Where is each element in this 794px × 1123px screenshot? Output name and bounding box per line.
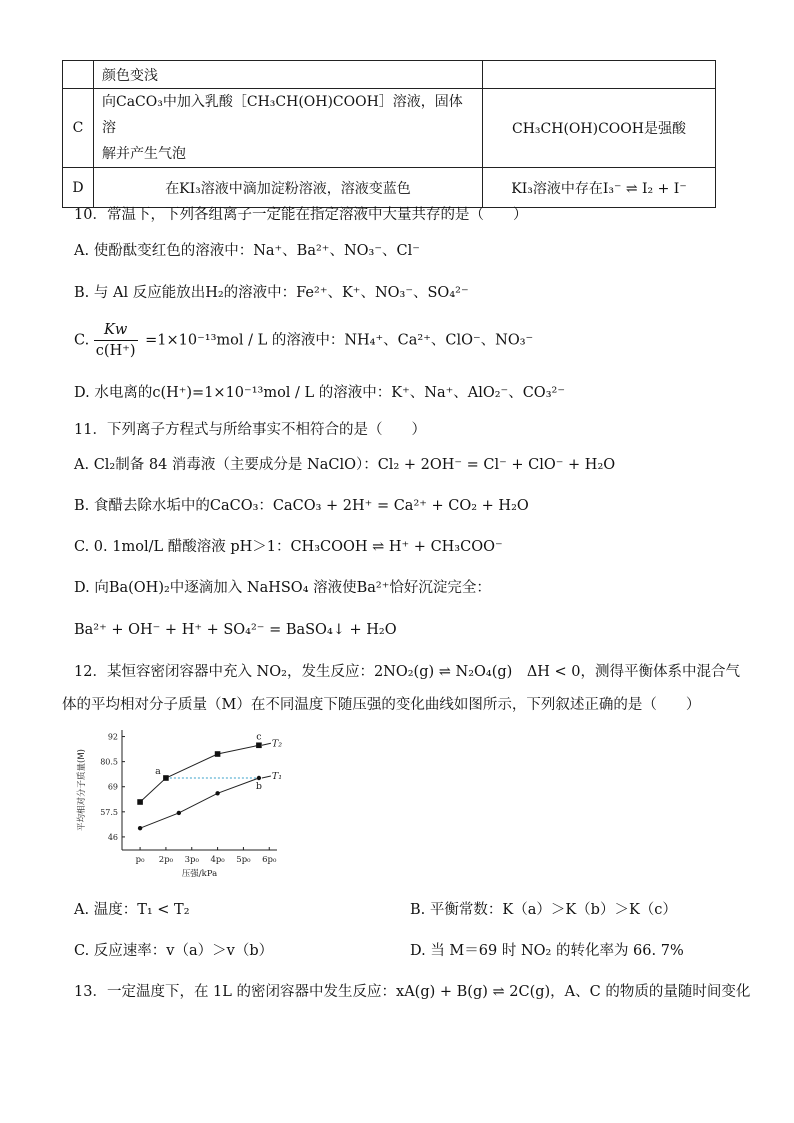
q11-option-d: D. 向Ba(OH)₂中逐滴加入 NaHSO₄ 溶液使Ba²⁺恰好沉淀完全： — [74, 580, 491, 596]
row-key-cell: D — [63, 168, 94, 208]
table-row — [63, 168, 716, 208]
y-tick-label: 46 — [107, 832, 118, 842]
experiment-line: 解并产生气泡 — [102, 146, 186, 162]
experiment-cell — [94, 89, 483, 168]
x-tick-label: p₀ — [135, 855, 145, 865]
q10-option-b: B. 与 Al 反应能放出H₂的溶液中：Fe²⁺、K⁺、NO₃⁻、SO₄²⁻ — [74, 285, 469, 301]
question-12-stem: 12．某恒容密闭容器中充入 NO₂，发生反应：2NO₂(g) ⇌ N₂O₄(g) ΔH < 0，测得平衡体系中混合气 — [74, 664, 741, 680]
y-tick-label: 57.5 — [100, 807, 118, 817]
fraction-numerator: Kw — [94, 320, 138, 341]
q10-option-d: D. 水电离的c(H⁺)=1×10⁻¹³mol / L 的溶液中：K⁺、Na⁺、AlO₂⁻、CO₃²⁻ — [74, 385, 565, 401]
x-tick-label: 3p₀ — [184, 855, 199, 865]
q10-option-a: A. 使酚酞变红色的溶液中：Na⁺、Ba²⁺、NO₃⁻、Cl⁻ — [74, 243, 420, 259]
x-axis-label: 压强/kPa — [181, 869, 218, 879]
option-letter: C. — [74, 332, 90, 349]
question-10-stem: 10．常温下，下列各组离子一定能在指定溶液中大量共存的是（ ） — [74, 207, 528, 223]
experiment-cell: 颜色变浅 — [94, 61, 483, 89]
x-tick-label: 2p₀ — [158, 855, 174, 865]
table-row — [63, 61, 716, 89]
q11-option-b: B. 食醋去除水垢中的CaCO₃：CaCO₃ + 2H⁺ = Ca²⁺ + CO₂ + H₂O — [74, 498, 529, 514]
point-label: c — [256, 731, 262, 743]
data-point — [137, 799, 143, 805]
point-label: a — [155, 766, 161, 777]
series-label: T₂ — [271, 738, 282, 750]
q10-option-c — [74, 320, 533, 361]
conclusion-cell: CH₃CH(OH)COOH是强酸 — [483, 89, 716, 168]
y-tick-label: 80.5 — [100, 757, 118, 767]
q12-option-a: A. 温度：T₁ < T₂ — [74, 902, 190, 918]
question-13-stem: 13．一定温度下，在 1L 的密闭容器中发生反应：xA(g) + B(g) ⇌ 2C(g)，A、C 的物质的量随时间变化 — [74, 984, 751, 1000]
experiment-cell: 在KI₃溶液中滴加淀粉溶液，溶液变蓝色 — [94, 168, 483, 208]
table-row — [63, 89, 716, 168]
experiment-line: 向CaCO₃中加入乳酸［CH₃CH(OH)COOH］溶液，固体溶 — [102, 94, 463, 136]
fraction-denominator: c(H⁺) — [95, 343, 136, 359]
row-key-cell — [63, 61, 94, 89]
kw-fraction — [94, 320, 138, 361]
data-point — [256, 742, 262, 748]
conclusion-cell: KI₃溶液中存在I₃⁻ ⇌ I₂ + I⁻ — [483, 168, 716, 208]
question-11-stem: 11．下列离子方程式与所给事实不相符合的是（ ） — [74, 422, 426, 438]
y-axis-label: 平均相对分子质量(M) — [77, 749, 87, 831]
series-label: T₁ — [271, 771, 282, 782]
series-label-leader — [262, 776, 271, 778]
conclusion-cell — [483, 61, 716, 89]
q11-option-c: C. 0. 1mol/L 醋酸溶液 pH＞1：CH₃COOH ⇌ H⁺ + CH₃COO⁻ — [74, 539, 503, 555]
x-tick-label: 5p₀ — [236, 855, 251, 865]
data-point — [163, 775, 169, 781]
q11-option-a: A. Cl₂制备 84 消毒液（主要成分是 NaClO）：Cl₂ + 2OH⁻ = Cl⁻ + ClO⁻ + H₂O — [74, 457, 616, 473]
question-12-stem-cont: 体的平均相对分子质量（M）在不同温度下随压强的变化曲线如图所示，下列叙述正确的是（ ） — [62, 697, 701, 713]
data-point — [215, 751, 221, 757]
q12-option-c: C. 反应速率：v（a）＞v（b） — [74, 943, 274, 959]
q11-option-d-equation: Ba²⁺ + OH⁻ + H⁺ + SO₄²⁻ = BaSO₄↓ + H₂O — [74, 622, 397, 638]
m-vs-pressure-chart — [72, 722, 282, 882]
y-tick-label: 69 — [107, 782, 118, 792]
q12-option-b: B. 平衡常数：K（a）＞K（b）＞K（c） — [410, 902, 677, 918]
data-point — [215, 791, 219, 795]
series-label-leader — [262, 743, 271, 745]
row-key-cell: C — [63, 89, 94, 168]
y-tick-label: 92 — [107, 732, 118, 742]
data-point — [257, 776, 261, 780]
x-tick-label: 6p₀ — [262, 855, 277, 865]
data-point — [138, 826, 142, 830]
q12-option-d: D. 当 M＝69 时 NO₂ 的转化率为 66. 7% — [410, 943, 684, 959]
x-tick-label: 4p₀ — [210, 855, 225, 865]
options-table — [62, 60, 716, 208]
data-point — [177, 811, 181, 815]
option-text: =1×10⁻¹³mol / L 的溶液中：NH₄⁺、Ca²⁺、ClO⁻、NO₃⁻ — [145, 332, 534, 349]
point-label: b — [255, 781, 262, 792]
